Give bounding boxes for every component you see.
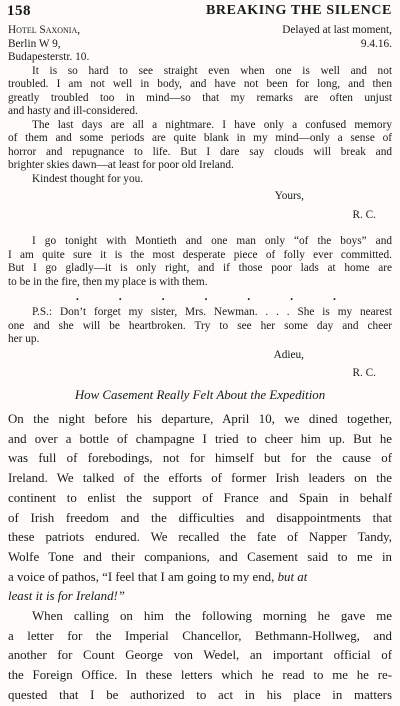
body-line: horror and repugnance to life. But I dare say clouds will break and [8,145,392,158]
postscript-line: to be in the fire, then my place is with them. [8,275,208,288]
adieu: Adieu, [273,349,304,361]
signature: R. C. [352,209,376,221]
body-line: When calling on him the following morning he gave me [32,609,392,623]
ps-line: one and she will be heartbroken. Try to see her some day and cheer [8,319,392,332]
body-line: was full of forebodings, not for himself but for the cause of [8,451,392,466]
postscript-line: I go tonight with Montieth and one man only “of the boys” and [32,235,392,247]
body-line: troubled. I am not well in body, and have not been for long, and then [8,78,392,90]
body-line: continent to enlist the support of France and Spain in behalf [8,490,392,505]
body-line: The last days are all a nightmare. I have only a confused memory [32,118,392,131]
postscript-line: But I go gladly—it is only right, and if those poor lads at home are [8,262,392,274]
body-line: brighter skies dawn—at least for poor old Ireland. [8,159,234,171]
address-line: Berlin W 9, [8,37,61,50]
signature: R. C. [352,367,376,379]
closing: Yours, [274,190,304,202]
body-line: It is so hard to see straight even when one is well and not [32,64,392,77]
delivery-note: Delayed at last moment, [282,24,392,36]
postscript-line: I am quite sure it is the most desperate piece of folly ever committed. [8,248,392,261]
body-line: another for Count George von Wedel, an important official of [8,648,392,663]
letter-date: 9.4.16. [360,37,392,50]
body-line [8,568,307,588]
address-line: Budapesterstr. 10. [8,51,90,63]
separator-dots: . . . . . . . [75,289,336,303]
body-line: a letter for the Imperial Chancellor, Bethmann-Hollweg, and [8,628,392,643]
body-line: quested that I be authorized to act in his place in matters [8,687,392,702]
ps-line: P.S.: Don’t forget my sister, Mrs. Newman. . . . She is my nearest [32,306,392,318]
ps-line: her up. [8,333,40,345]
body-line: the Foreign Office. In these letters which he read to me he re- [8,668,392,683]
body-line: greatly troubled too in mind—so that my remarks are often unjust [8,91,392,104]
body-line: Ireland. We talked of the efforts of former Irish leaders on the [8,471,392,486]
body-line: and over a bottle of champagne I tried to cheer him up. But he [8,431,392,446]
body-line: Wolfe Tone and their companions, and Casement said to me in [8,549,392,564]
running-title: BREAKING THE SILENCE [205,3,392,18]
section-heading: How Casement Really Felt About the Expedition [74,388,326,402]
body-line: least it is for Ireland!” [8,589,125,604]
page-header [7,3,392,23]
body-line: On the night before his departure, April 10, we dined together, [8,412,392,426]
quote-line: a voice of pathos, “I feel that I am going to my end, [8,569,275,584]
body-line: of them and some periods are quite blank in my mind—only a sense of [8,132,392,144]
body-line: of Irish freedom and the difficulties and disappointments that [8,510,392,525]
body-line: these patriots endured. We recalled the fate of Napper Tandy, [8,530,392,545]
body-line: and hasty and ill-considered. [8,105,138,117]
address-line: Hotel Saxonia, [8,24,81,36]
page-number: 158 [7,3,31,19]
italic-phrase: but at [277,569,308,584]
body-line: Kindest thought for you. [32,172,144,185]
